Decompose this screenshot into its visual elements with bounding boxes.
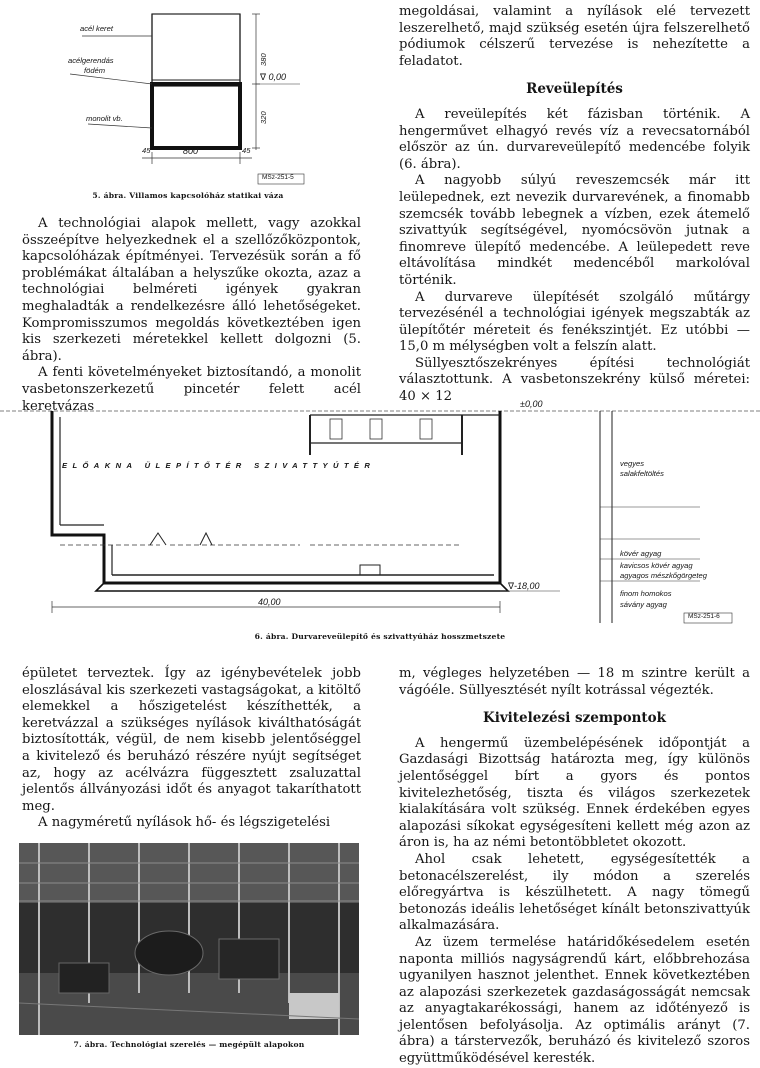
- fig6-level-bottom: ∇-18,00: [508, 581, 540, 591]
- paragraph: A nagyobb súlyú reveszemcsék már itt leülepednek, ezt nevezik durvarevének, a finomabb szemcsék tovább lebegnek a vízben, ezek átemelő szivattyúk segítségével, nyomócsövön jutnak a finomreve ülepítő medencébe. A leülepedett reve eltávolítása mindkét medencéből markolóval történik.: [399, 173, 750, 288]
- paragraph: m, végleges helyzetében — 18 m szintre került a vágóéle. Süllyesztését nyílt kotrással végezték.: [399, 666, 750, 698]
- fig6-layer-1a: vegyes: [620, 459, 645, 468]
- fig6-room-label: ELŐAKNA ÜLEPÍTŐTÉR SZIVATTYÚTÉR: [62, 461, 376, 470]
- paragraph: A fenti követelményeket biztosítandó, a monolit vasbetonszerkezetű pincetér felett acél keretvázas: [22, 365, 361, 414]
- fig5-caption: 5. ábra. Villamos kapcsolóház statikai váza: [92, 191, 284, 200]
- fig5-dim-320: 320: [259, 111, 268, 124]
- fig6-layer-3: kavicsos kövér agyag: [620, 561, 693, 570]
- fig5-dim-45-right: 45: [242, 146, 251, 155]
- fig6-plate: MSz-251-6: [688, 613, 720, 620]
- paragraph: megoldásai, valamint a nyílások elé tervezett leszerelhető, majd szükség esetén újra felszerelhető pódiumok célszerű tervezése is nehezítette a feladatot.: [399, 4, 750, 69]
- fig5-label-fodem: födém: [84, 66, 106, 75]
- right-column-bottom: [399, 666, 750, 1068]
- fig6-layer-5b: sávány agyag: [620, 600, 667, 609]
- fig7-caption: 7. ábra. Technológiai szerelés — megépült alapokon: [73, 1040, 305, 1049]
- section-heading-kivitelezesi: Kivitelezési szempontok: [482, 710, 667, 727]
- paragraph: Az üzem termelése határidőkésedelem esetén naponta milliós nagyságrendű kárt, előbbrehozása ugyanilyen hasznot jelenthet. Ennek következtében az alapozási szerkezetek gazdaságosságát nemcsak az anyagtakarékossági, hanem az időtényező is jelentősen befolyásolja. Az optimális arányt (7. ábra) a társtervezők, beruházó és kivitelező szoros együttműködésével keresték.: [399, 934, 750, 1067]
- fig5-dim-45-left: 45: [142, 146, 151, 155]
- paragraph: A nagyméretű nyílások hő- és légszigetelési: [38, 815, 331, 831]
- figure-6: [0, 395, 760, 647]
- fig5-label-acelgerendas: acélgerendás: [68, 56, 114, 65]
- fig5-level: ∇ 0,00: [260, 72, 287, 82]
- paragraph: Süllyesztőszekrényes építési technológiát választottunk. A vasbetonszekrény külső méretei: 40 × 12: [399, 355, 750, 405]
- paragraph: A technológiai alapok mellett, vagy azokkal összeépítve helyezkednek el a szellőzőközpontok, kapcsolóházak építményei. Tervezésük során a fő problémákat általában a helyszűke okozta, azaz a technológiai belméreti igények gyakran meghaladták a rendelkezésre álló lehetőségeket. Kompromisszumos megoldás következtében igen kis szerkezeti méretekkel kellett dolgozni (5. ábra).: [22, 216, 361, 364]
- figure-7: [18, 843, 360, 1053]
- paragraph: A hengermű üzembelépésének időpontját a Gazdasági Bizottság határozta meg, így különös jelentőséggel bírt a gyors és pontos kivitelezhetőség, tiszta és világos szerkezetek kialakítására volt szükség. Ennek érdekében egyes alapozási síkokat egységesíteni kellett még azon az áron is, ha az némi betontöbbletet okozott.: [399, 735, 750, 851]
- fig6-layer-2: kövér agyag: [620, 549, 662, 558]
- fig6-layer-5a: finom homokos: [620, 589, 672, 598]
- fig6-layer-1b: salakfeltöltés: [620, 469, 664, 478]
- paragraph: A reveülepítés két fázisban történik. A hengerművet elhagyó revés víz a revecsatornából először az ún. durvareveülepítő medencébe folyik (6. ábra).: [399, 106, 750, 172]
- fig5-dim-380: 380: [259, 53, 268, 66]
- left-column-bottom: [22, 666, 361, 832]
- paragraph: épületet terveztek. Így az igénybevételek jobb eloszlásával kis szerkezeti vastagságokat, a kitöltő elemekkel a hőszigetelést készíthették, a keretvázzal a szükséges nyílások kiválthatóságát biztosították, végül, de nem kisebb jelentőséggel a kivitelező és beruházó részére nyújt segítséget az, hogy az acélvázra függesztett zsaluzattal jelentős állványozási időt és anyagot takaríthatott meg.: [22, 666, 361, 814]
- fig6-layer-4: agyagos mészkőgörgeteg: [620, 571, 707, 580]
- fig6-level-top: ±0,00: [520, 399, 543, 409]
- fig5-dim-800: 800: [183, 146, 199, 156]
- fig6-length: 40,00: [258, 597, 281, 607]
- section-heading-reveulepites: Reveülepítés: [526, 81, 623, 98]
- fig5-label-monolit: monolit vb.: [86, 114, 123, 123]
- fig5-label-acel-keret: acél keret: [80, 24, 113, 33]
- figure-5: [60, 0, 320, 205]
- left-column-top: [22, 216, 361, 415]
- fig5-plate: MSz-251-5: [262, 174, 294, 181]
- fig6-caption: 6. ábra. Durvareveülepítő és szivattyúház hosszmetszete: [254, 632, 506, 641]
- figure-7-photo: [19, 843, 359, 1035]
- paragraph: Ahol csak lehetett, egységesítették a betonacélszerelést, ily módon a szerelés előregyártva is készülhetett. A nagy tömegű betonozás ideális lehetőséget kínált betonszivattyúk alkalmazására.: [399, 851, 750, 934]
- right-column-top: [399, 4, 750, 406]
- paragraph: A durvareve ülepítését szolgáló műtárgy tervezésénél a technológiai igények megszabták az ülepítőtér méreteit és fenékszintjét. Ez utóbbi — 15,0 m mélységben volt a felszín alatt.: [399, 289, 750, 355]
